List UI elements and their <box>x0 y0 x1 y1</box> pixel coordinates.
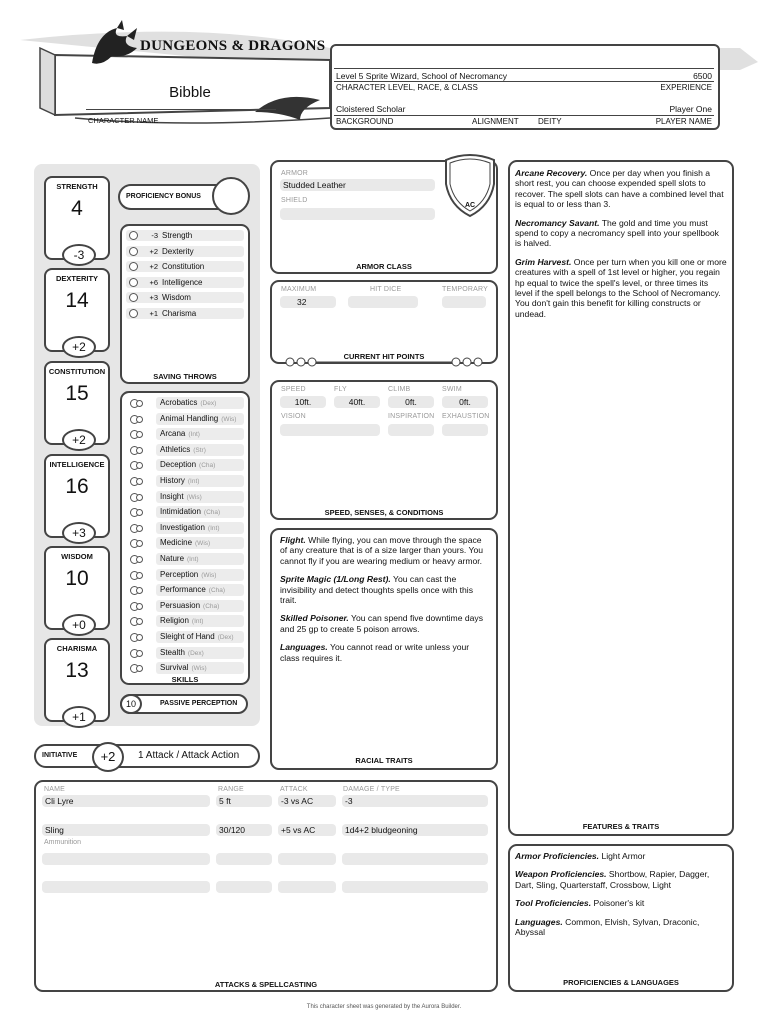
armor-value: Studded Leather <box>283 180 346 190</box>
hp-max-value: 32 <box>297 297 307 307</box>
ability-name: DEXTERITY <box>55 274 99 283</box>
attack-bonus: +5 vs AC <box>281 825 316 835</box>
background-label: BACKGROUND <box>336 117 394 126</box>
attack-name-header: NAME <box>44 786 66 793</box>
ability-modifier: +2 <box>62 429 96 451</box>
speed-value: 10ft. <box>294 397 312 407</box>
skill-row[interactable] <box>126 412 244 426</box>
racial-trait: Languages. You cannot read or write unless your class requires it. <box>280 642 470 663</box>
skill-name: Deception <box>160 460 197 470</box>
armor-field[interactable] <box>280 179 435 191</box>
skill-name: Stealth <box>160 647 185 657</box>
feature-item: Grim Harvest. Once per turn when you kill one or more creatures with a spell of 1st level or higher, you regain hp equal to twice the spell's level, or three times its level if the spell belongs to the School of Necromancy. You don't gain this benefit for killing constructs or undead. <box>515 256 727 319</box>
ability-intelligence[interactable] <box>44 454 110 538</box>
experience-value[interactable]: 6500 <box>693 71 712 81</box>
saving-throw-row[interactable] <box>126 307 244 320</box>
skill-attribute: (Str) <box>193 446 206 454</box>
skill-name: Arcana <box>160 429 186 439</box>
proficiency-checkbox[interactable] <box>129 278 138 287</box>
armor-label: ARMOR <box>281 170 309 177</box>
footer-note: This character sheet was generated by the Aurora Builder. <box>306 1004 462 1010</box>
ability-modifier: +2 <box>62 336 96 358</box>
skill-row[interactable] <box>126 490 244 504</box>
swim-value: 0ft. <box>459 397 471 407</box>
skill-attribute: (Wis) <box>186 493 202 501</box>
skill-expertise-checkbox[interactable] <box>136 650 143 657</box>
skill-expertise-checkbox[interactable] <box>136 603 143 610</box>
racial-trait: Flight. While flying, you can move through the space of any creature that is of a size larger than yours. You cannot fly if you are wearing medium or heavy armor. <box>280 535 484 566</box>
skill-row[interactable] <box>126 599 244 613</box>
skill-expertise-checkbox[interactable] <box>136 416 143 423</box>
proficiency-item: Weapon Proficiencies. Shortbow, Rapier, Dagger, Dart, Sling, Quarterstaff, Crossbow, Light <box>515 869 710 890</box>
attack-name: Cli Lyre <box>45 796 74 806</box>
attack-range: 30/120 <box>219 825 245 835</box>
skill-expertise-checkbox[interactable] <box>136 478 143 485</box>
proficiencies-text <box>515 851 727 945</box>
swim-field[interactable] <box>442 396 488 408</box>
ac-shield-icon <box>440 150 500 220</box>
deity-label: DEITY <box>538 117 562 126</box>
saving-throw-value: +2 <box>149 246 158 256</box>
skill-expertise-checkbox[interactable] <box>136 634 143 641</box>
ability-modifier: +0 <box>62 614 96 636</box>
skill-attribute: (Int) <box>188 431 200 439</box>
passive-perception-circle[interactable] <box>120 694 142 714</box>
skill-expertise-checkbox[interactable] <box>136 400 143 407</box>
skill-expertise-checkbox[interactable] <box>136 431 143 438</box>
ability-name: CHARISMA <box>56 644 98 653</box>
attack-bonus: -3 vs AC <box>281 796 314 806</box>
ability-wisdom[interactable] <box>44 546 110 630</box>
swim-label: SWIM <box>442 386 462 393</box>
ability-name: STRENGTH <box>56 182 98 191</box>
skill-name: Medicine <box>160 538 193 548</box>
skill-expertise-checkbox[interactable] <box>136 525 143 532</box>
player-name-value[interactable]: Player One <box>669 104 712 114</box>
hp-max-label: MAXIMUM <box>281 286 317 293</box>
passive-perception-value: 10 <box>125 699 136 709</box>
skill-attribute: (Int) <box>191 618 204 626</box>
hp-max-field[interactable] <box>280 296 336 308</box>
ac-label: AC <box>464 202 476 209</box>
ability-strength[interactable] <box>44 176 110 260</box>
skill-row[interactable] <box>126 630 244 644</box>
background-value[interactable]: Cloistered Scholar <box>336 104 406 114</box>
proficiency-checkbox[interactable] <box>129 231 138 240</box>
saving-throw-row[interactable] <box>126 245 244 258</box>
attacks-title: ATTACKS & SPELLCASTING <box>214 980 318 989</box>
skill-expertise-checkbox[interactable] <box>136 494 143 501</box>
skill-attribute: (Wis) <box>191 665 207 673</box>
skill-name: Investigation <box>160 522 205 532</box>
saving-throw-row[interactable] <box>126 276 244 289</box>
ability-name: WISDOM <box>61 552 93 561</box>
saving-throw-value: +1 <box>149 308 158 318</box>
saving-throw-value: -3 <box>151 231 158 240</box>
attack-bonus-header: ATTACK <box>280 786 308 793</box>
skill-attribute: (Dex) <box>187 649 204 657</box>
hp-temp-label: TEMPORARY <box>442 286 489 293</box>
ability-constitution[interactable] <box>44 361 110 445</box>
proficiency-item: Languages. Common, Elvish, Sylvan, Draconic, Abyssal <box>515 916 700 938</box>
climb-label: CLIMB <box>388 386 411 393</box>
hit-dice-label: HIT DICE <box>370 286 402 293</box>
features-title: FEATURES & TRAITS <box>582 822 660 831</box>
alignment-label: ALIGNMENT <box>472 117 519 126</box>
exhaustion-field[interactable] <box>442 424 488 436</box>
skill-row[interactable] <box>126 427 244 441</box>
skill-row[interactable] <box>126 614 244 628</box>
skill-expertise-checkbox[interactable] <box>136 572 143 579</box>
skill-attribute: (Cha) <box>208 587 226 595</box>
armor-class-title: ARMOR CLASS <box>356 262 412 271</box>
attack-range-header: RANGE <box>218 786 244 793</box>
proficiency-checkbox[interactable] <box>129 247 138 256</box>
attack-damage: 1d4+2 bludgeoning <box>345 825 418 835</box>
racial-traits-text <box>280 535 490 671</box>
skill-row[interactable] <box>126 646 244 660</box>
racial-traits-title: RACIAL TRAITS <box>355 756 413 765</box>
speed-label: SPEED <box>281 386 306 393</box>
saving-throw-name: Intelligence <box>162 277 203 287</box>
skill-attribute: (Int) <box>207 524 220 532</box>
skill-row[interactable] <box>126 443 244 457</box>
skill-name: Religion <box>160 616 189 626</box>
skill-expertise-checkbox[interactable] <box>136 587 143 594</box>
vision-field[interactable] <box>280 424 380 436</box>
proficiency-bonus-circle[interactable] <box>212 177 250 215</box>
class-level-label: CHARACTER LEVEL, RACE, & CLASS <box>336 83 478 92</box>
skill-attribute: (Wis) <box>221 415 237 423</box>
skill-attribute: (Dex) <box>217 634 234 641</box>
skill-row[interactable] <box>126 552 244 566</box>
saving-throw-name: Wisdom <box>162 293 191 302</box>
proficiency-item: Armor Proficiencies. Light Armor <box>515 851 646 861</box>
skill-row[interactable] <box>126 521 244 535</box>
experience-label: EXPERIENCE <box>660 83 712 92</box>
saving-throw-value: +6 <box>149 277 158 287</box>
ability-name: INTELLIGENCE <box>49 460 105 469</box>
racial-trait: Skilled Poisoner. You can spend five downtime days and 25 gp to create 5 poison arrows. <box>280 613 484 634</box>
skill-expertise-checkbox[interactable] <box>136 556 143 563</box>
shield-field[interactable] <box>280 208 435 220</box>
ability-charisma[interactable] <box>44 638 110 722</box>
hp-temp-field[interactable] <box>442 296 486 308</box>
feature-item: Arcane Recovery. Once per day when you finish a short rest, you can choose expended spell slots to recover. The spell slots can have a combined level that is equal to or less than 3. <box>515 168 724 210</box>
skill-row[interactable] <box>126 583 244 597</box>
skill-name: Nature <box>160 554 185 563</box>
shield-label: SHIELD <box>281 197 308 204</box>
skill-name: Animal Handling <box>160 413 219 423</box>
saving-throw-value: +2 <box>149 262 158 271</box>
skill-row[interactable] <box>126 396 244 410</box>
skill-expertise-checkbox[interactable] <box>136 540 143 547</box>
feature-item: Necromancy Savant. The gold and time you must spend to copy a necromancy spell into your spellbook is halved. <box>515 217 719 249</box>
climb-field[interactable] <box>388 396 434 408</box>
ability-modifier: +1 <box>62 706 96 728</box>
inspiration-field[interactable] <box>388 424 434 436</box>
ability-score[interactable]: 4 <box>71 197 83 220</box>
fly-value: 40ft. <box>348 397 366 407</box>
attack-name: Sling <box>45 825 64 835</box>
ability-modifier: -3 <box>62 244 96 266</box>
climb-value: 0ft. <box>405 397 417 407</box>
skill-name: Insight <box>160 491 184 501</box>
ability-name: CONSTITUTION <box>48 367 106 376</box>
skill-name: History <box>160 476 185 485</box>
skill-name: Acrobatics <box>160 398 198 407</box>
racial-trait: Sprite Magic (1/Long Rest). You can cast the invisibility and detect thoughts spells once with this trait. <box>280 574 473 606</box>
proficiency-item: Tool Proficiencies. Poisoner's kit <box>515 898 645 909</box>
saving-throw-row[interactable] <box>126 229 244 242</box>
skill-attribute: (Int) <box>187 556 199 563</box>
skill-expertise-checkbox[interactable] <box>136 462 143 469</box>
proficiencies-title: PROFICIENCIES & LANGUAGES <box>563 978 679 987</box>
fly-label: FLY <box>334 386 347 393</box>
skill-name: Athletics <box>160 444 191 454</box>
attack-damage-header: DAMAGE / TYPE <box>343 786 400 793</box>
ability-score[interactable]: 15 <box>65 382 89 405</box>
vision-label: VISION <box>281 413 306 420</box>
class-level-value[interactable]: Level 5 Sprite Wizard, School of Necromancy <box>336 71 508 81</box>
skill-name: Survival <box>160 663 189 673</box>
fly-field[interactable] <box>334 396 380 408</box>
ability-score[interactable]: 13 <box>65 659 89 682</box>
saving-throw-row[interactable] <box>126 291 244 304</box>
hit-points-title: CURRENT HIT POINTS <box>343 352 425 361</box>
skill-name: Performance <box>160 585 206 595</box>
skill-attribute: (Wis) <box>201 571 217 579</box>
initiative-circle[interactable] <box>92 742 124 772</box>
saving-throws-title: SAVING THROWS <box>153 372 217 381</box>
ability-dexterity[interactable] <box>44 268 110 352</box>
character-name-label: CHARACTER NAME <box>88 116 159 125</box>
skill-row[interactable] <box>126 568 244 582</box>
attacks-per-action: 1 Attack / Attack Action <box>138 750 240 761</box>
initiative-label: INITIATIVE <box>42 752 78 759</box>
proficiency-checkbox[interactable] <box>129 293 138 302</box>
ability-score[interactable]: 10 <box>65 567 89 590</box>
ability-modifier: +3 <box>62 522 96 544</box>
skill-row[interactable] <box>126 536 244 550</box>
attack-range: 5 ft <box>219 796 231 806</box>
saving-throw-name: Constitution <box>162 262 205 271</box>
player-name-label: PLAYER NAME <box>655 117 712 126</box>
exhaustion-label: EXHAUSTION <box>442 413 490 420</box>
saving-throw-name: Charisma <box>162 308 197 318</box>
speed-field[interactable] <box>280 396 326 408</box>
ability-score[interactable]: 16 <box>65 475 89 498</box>
saving-throw-value: +3 <box>149 293 158 302</box>
skill-name: Persuasion <box>160 600 201 610</box>
skill-row[interactable] <box>126 474 244 488</box>
game-logo: DUNGEONS & DRAGONS <box>140 38 326 54</box>
attack-note: Ammunition <box>44 839 81 846</box>
skill-row[interactable] <box>126 458 244 472</box>
skill-expertise-checkbox[interactable] <box>136 509 143 516</box>
passive-perception-label: PASSIVE PERCEPTION <box>160 700 238 707</box>
skill-attribute: (Dex) <box>200 400 217 407</box>
initiative-value: +2 <box>100 749 116 764</box>
saving-throw-row[interactable] <box>126 260 244 273</box>
proficiency-checkbox[interactable] <box>129 309 138 318</box>
features-text <box>515 168 727 327</box>
skill-expertise-checkbox[interactable] <box>136 665 143 672</box>
saving-throw-name: Strength <box>162 231 193 240</box>
header-banner <box>0 0 768 140</box>
skill-row[interactable] <box>126 505 244 519</box>
skills-title: SKILLS <box>171 675 199 684</box>
skill-row[interactable] <box>126 661 244 675</box>
inspiration-label: INSPIRATION <box>388 413 435 420</box>
saving-throw-name: Dexterity <box>162 246 194 256</box>
attack-damage: -3 <box>345 796 353 806</box>
ability-score[interactable]: 14 <box>65 289 89 312</box>
proficiency-bonus-label: PROFICIENCY BONUS <box>126 193 201 200</box>
character-name-value[interactable]: Bibble <box>169 84 211 101</box>
skill-attribute: (Cha) <box>203 509 221 517</box>
skill-name: Sleight of Hand <box>160 632 215 641</box>
proficiency-checkbox[interactable] <box>129 262 138 271</box>
hit-dice-field[interactable] <box>348 296 418 308</box>
speed-title: SPEED, SENSES, & CONDITIONS <box>324 508 444 517</box>
skill-name: Intimidation <box>160 507 201 517</box>
skill-expertise-checkbox[interactable] <box>136 447 143 454</box>
skill-attribute: (Cha) <box>199 462 216 470</box>
skill-attribute: (Wis) <box>195 540 211 548</box>
skill-expertise-checkbox[interactable] <box>136 618 143 625</box>
skill-attribute: (Int) <box>187 478 200 485</box>
skill-attribute: (Cha) <box>203 602 220 610</box>
skill-name: Perception <box>160 569 199 579</box>
